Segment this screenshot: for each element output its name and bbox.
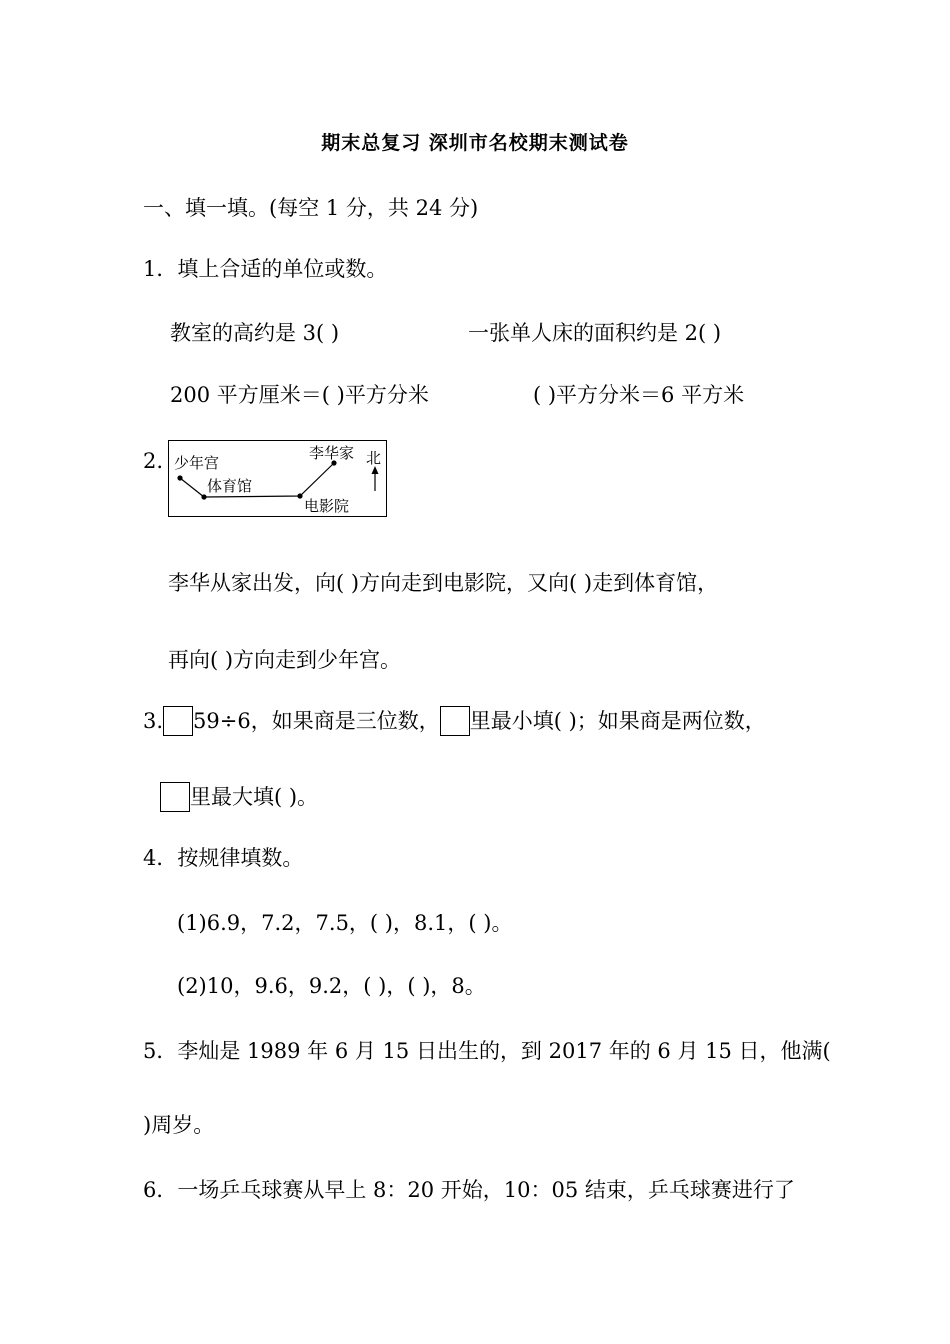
q3-part1: 59÷6，如果商是三位数， [193, 709, 440, 733]
youth-palace-dot [177, 475, 182, 480]
q4-sub2: (2)10，9.6，9.2，( )，( )，8。 [177, 974, 486, 998]
q1-item-c: 200 平方厘米＝( )平方分米 [170, 383, 429, 407]
q4-prompt: 4．按规律填数。 [143, 846, 304, 870]
label-north: 北 [366, 449, 382, 467]
label-cinema: 电影院 [304, 497, 350, 515]
q3-number: 3. [143, 709, 164, 733]
map-diagram [168, 440, 387, 517]
q2-line2: 再向( )方向走到少年宫。 [168, 648, 402, 672]
map-diagram-svg [169, 441, 388, 518]
label-gym: 体育馆 [207, 477, 253, 495]
q1-prompt: 1．填上合适的单位或数。 [143, 257, 388, 281]
q3-line2 [160, 782, 318, 812]
north-arrow-icon [372, 466, 379, 474]
label-lihua-home: 李华家 [309, 444, 355, 462]
page-title: 期末总复习 深圳市名校期末测试卷 [321, 132, 629, 154]
q6-line1: 6．一场乒乓球赛从早上 8：20 开始，10：05 结束，乒乓球赛进行了 [143, 1178, 795, 1202]
q3-part3: 里最大填( )。 [190, 785, 319, 809]
q4-sub1: (1)6.9，7.2，7.5，( )，8.1，( )。 [177, 911, 513, 935]
q1-item-d: ( )平方分米＝6 平方米 [533, 383, 745, 407]
q2-number: 2. [143, 449, 164, 473]
answer-box-2[interactable] [440, 706, 470, 736]
q1-item-a: 教室的高约是 3( ) [170, 321, 340, 345]
q5-line2: )周岁。 [143, 1113, 215, 1137]
q3-part2: 里最小填( )；如果商是两位数， [469, 709, 766, 733]
q1-item-b: 一张单人床的面积约是 2( ) [468, 321, 722, 345]
answer-box-1[interactable] [163, 706, 193, 736]
answer-box-3[interactable] [160, 782, 190, 812]
section-heading: 一、填一填。(每空 1 分，共 24 分) [143, 196, 479, 220]
cinema-dot [297, 493, 302, 498]
gym-dot [201, 494, 206, 499]
q2-line1: 李华从家出发，向( )方向走到电影院，又向( )走到体育馆， [168, 571, 719, 595]
q5-line1: 5．李灿是 1989 年 6 月 15 日出生的，到 2017 年的 6 月 15 日，他满( [143, 1039, 831, 1063]
q3-line1 [143, 706, 766, 736]
label-youth-palace: 少年宫 [174, 454, 220, 472]
